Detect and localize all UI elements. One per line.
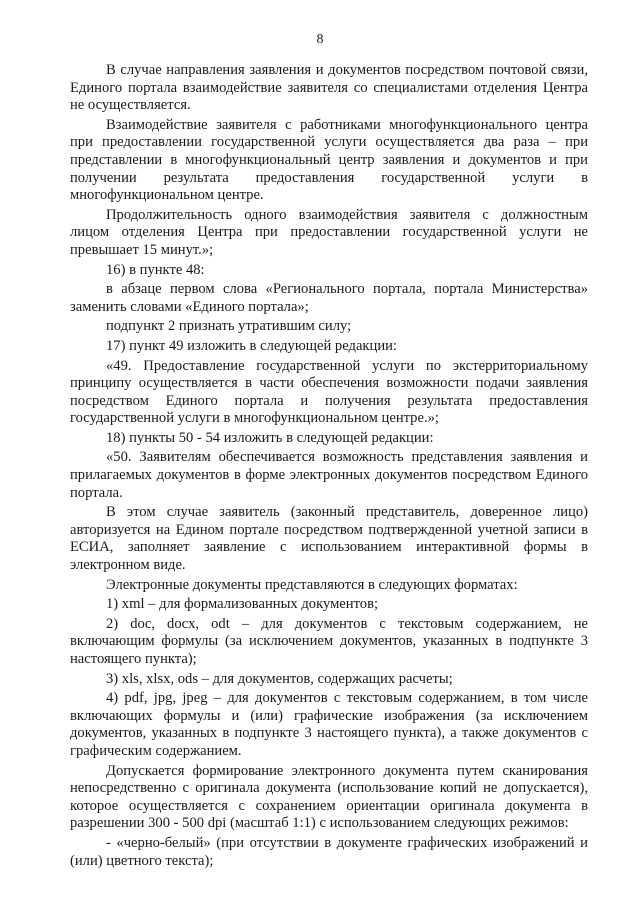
paragraph: Электронные документы представляются в следующих форматах: (106, 576, 518, 593)
page-number: 8 (316, 32, 324, 47)
paragraph: - «черно-белый» (при отсутствии в документе графических изображений и (или) цветного текста); (70, 834, 588, 869)
paragraph: 16) в пункте 48: (106, 261, 205, 278)
paragraph: в абзаце первом слова «Регионального портала, портала Министерства» заменить словами «Единого портала»; (70, 281, 588, 315)
paragraph: Продолжительность одного взаимодействия заявителя с должностным лицом отделения Центра при предоставлении государственной услуги не превышает 15 минут.»; (70, 206, 588, 258)
paragraph: «49. Предоставление государственной услуги по экстерриториальному принципу осуществляется в части обеспечения возможности подачи заявления посредством Единого портала и получения результата предоставления государственной услуги в многофункциональном центре.»; (70, 357, 588, 427)
paragraph: В случае направления заявления и документов посредством почтовой связи, Единого портала взаимодействие заявителя со специалистами отделения Центра не осуществляется. (70, 62, 588, 114)
paragraph: 3) xls, xlsx, ods – для документов, содержащих расчеты; (106, 670, 453, 687)
paragraph: Допускается формирование электронного документа путем сканирования непосредственно с оригинала документа (использование копий не допускается), которое осуществляется с сохранением ориентации оригинала документа в разрешении 300 - 500 dpi (масштаб 1:1) с использованием следующих режимов: (70, 762, 588, 832)
paragraph: «50. Заявителям обеспечивается возможность представления заявления и прилагаемых документов в форме электронных документов посредством Единого портала. (70, 449, 588, 501)
paragraph: подпункт 2 признать утратившим силу; (106, 318, 352, 335)
paragraph: 18) пункты 50 - 54 изложить в следующей редакции: (106, 429, 434, 446)
paragraph: Взаимодействие заявителя с работниками многофункционального центра при предоставлении государственной услуги осуществляется два раза – при представлении в многофункциональный центр заявления и документов и при получении результата предоставления государственной услуги в многофункциональном центре. (70, 116, 588, 204)
paragraph: 4) pdf, jpg, jpeg – для документов с текстовым содержанием, в том числе включающих формулы и (или) графические изображения (за исключением документов, указанных в подпункте 3 настоящего пункта), а также документов с графическим содержанием. (70, 690, 588, 759)
paragraph: 1) xml – для формализованных документов; (106, 596, 379, 613)
paragraph: В этом случае заявитель (законный представитель, доверенное лицо) авторизуется на Едином портале посредством подтвержденной учетной записи в ЕСИА, заполняет заявление с использованием интерактивной формы в электронном виде. (70, 504, 588, 574)
paragraph: 2) doc, docx, odt – для документов с текстовым содержанием, не включающим формулы (за исключением документов, указанных в подпункте 3 настоящего пункта); (70, 615, 588, 667)
paragraph: 17) пункт 49 изложить в следующей редакции: (106, 337, 397, 354)
document-body (70, 62, 588, 872)
